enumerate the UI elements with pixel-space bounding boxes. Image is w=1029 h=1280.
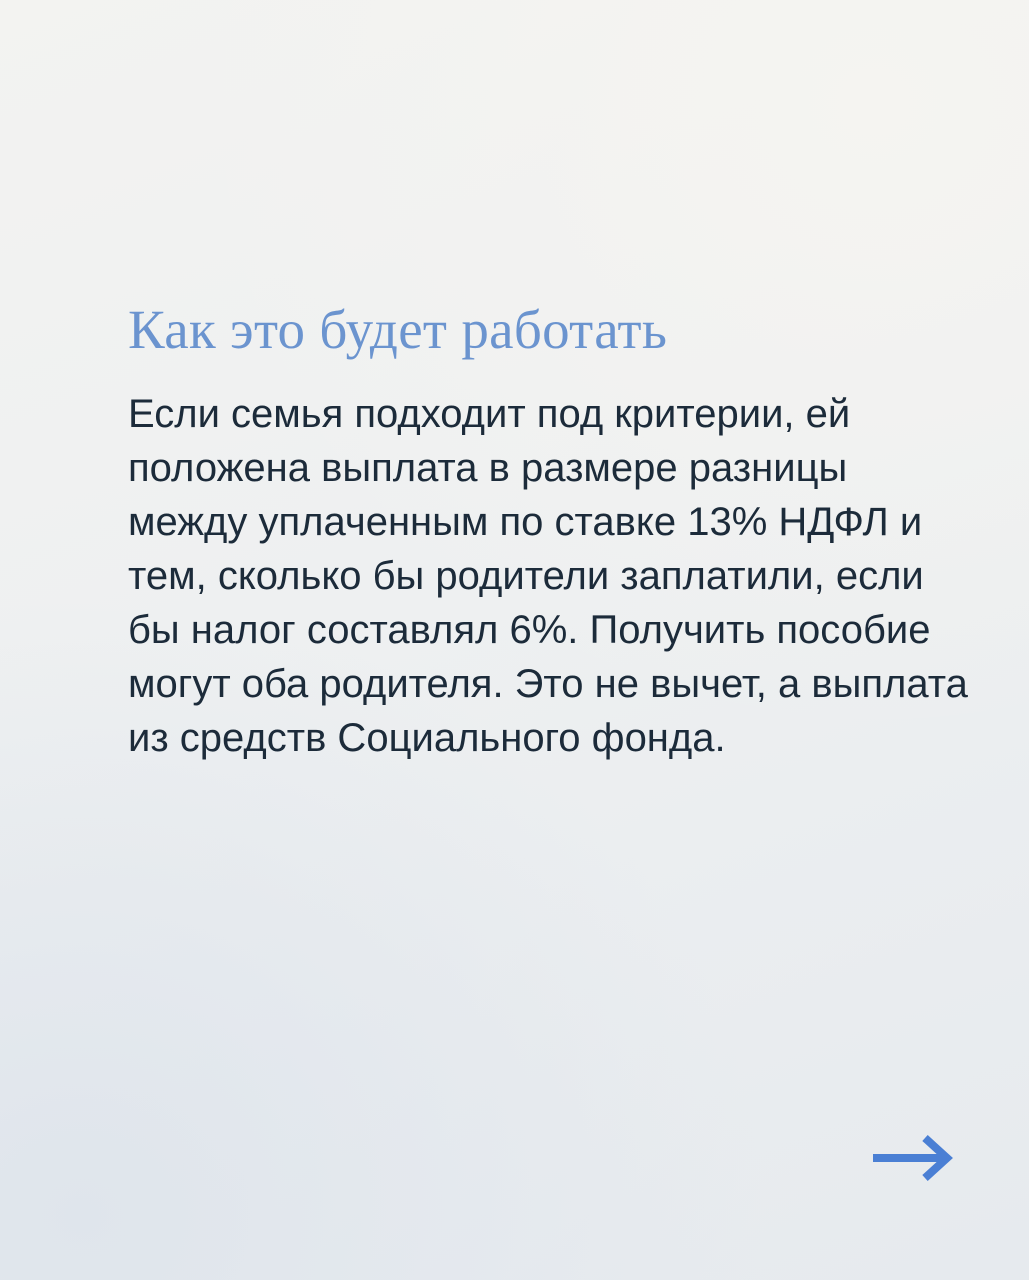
body-paragraph: Если семья подходит под критерии, ей положена выплата в размере разницы между уплаченным по ставке 13% НДФЛ и тем, сколько бы родители заплатили, если бы налог составлял 6%. Получить пособие могут оба родителя. Это не вычет, а выплата из средств Социального фонда. bbox=[128, 391, 968, 760]
next-slide-button[interactable] bbox=[869, 1128, 961, 1188]
arrow-right-icon bbox=[871, 1132, 959, 1184]
text-block bbox=[128, 300, 968, 765]
page-title: Как это будет работать bbox=[128, 299, 668, 360]
